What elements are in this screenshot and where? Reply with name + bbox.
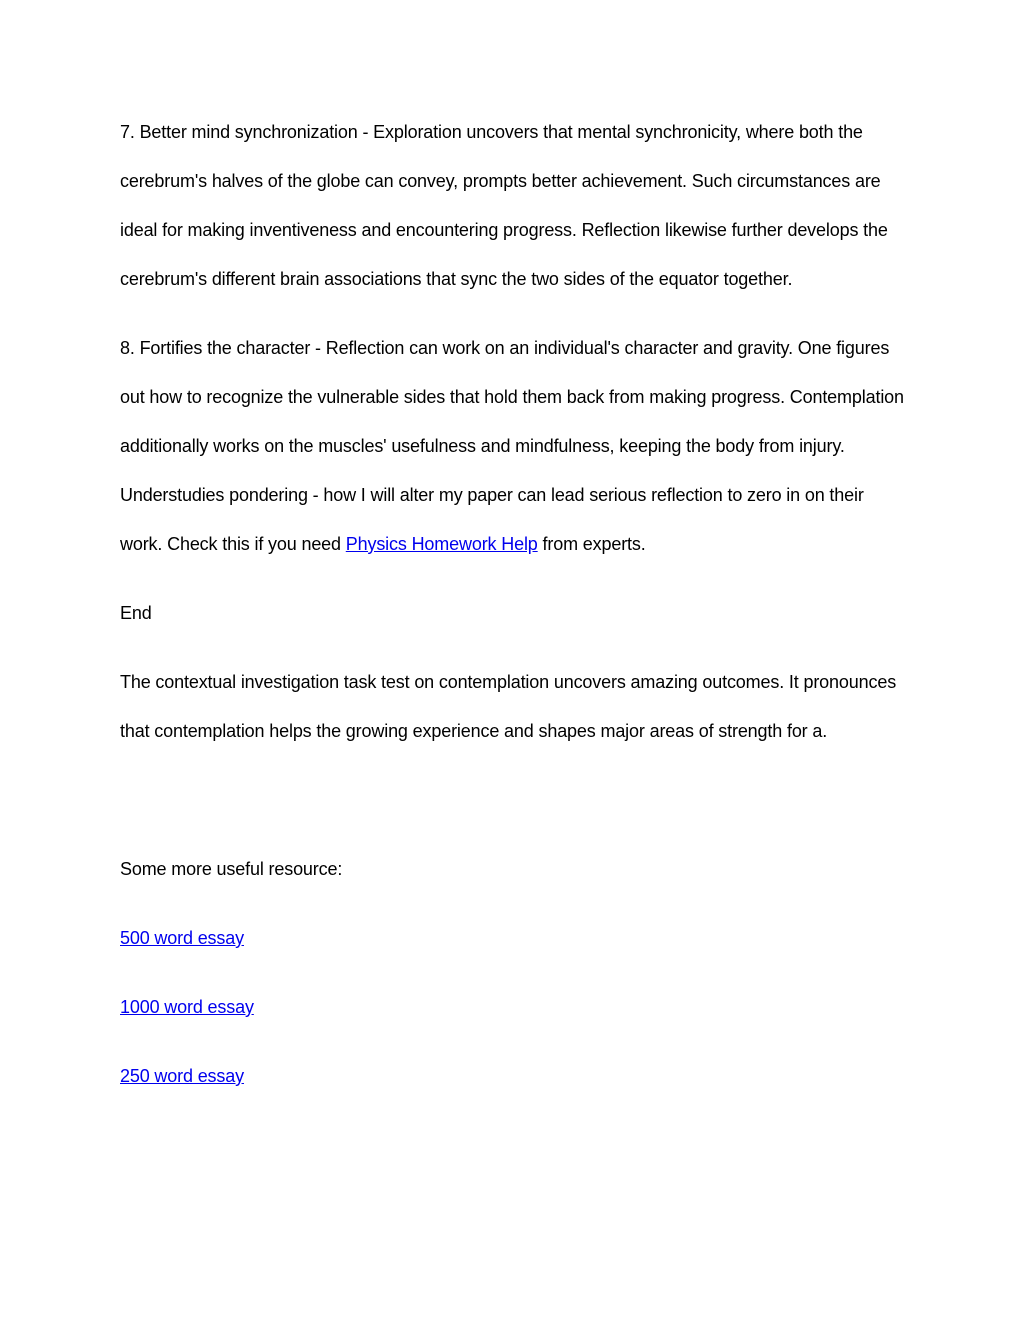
section-spacer: [120, 776, 906, 845]
500-word-essay-link[interactable]: 500 word essay: [120, 928, 244, 948]
resource-link-item: [120, 1052, 906, 1101]
paragraph-fortifies-character: [120, 324, 906, 569]
document-body: [120, 108, 906, 1121]
paragraph-conclusion: The contextual investigation task test on contemplation uncovers amazing outcomes. It pronounces that contemplation helps the growing experience and shapes major areas of strength for a.: [120, 672, 897, 741]
paragraph-8-text-end: from experts.: [537, 534, 646, 554]
resources-intro: Some more useful resource:: [120, 859, 343, 879]
paragraph-better-mind-synchronization: 7. Better mind synchronization - Exploration uncovers that mental synchronicity, where both the cerebrum's halves of the globe can convey, prompts better achievement. Such circumstances are ideal for making inventiveness and encountering progress. Reflection likewise further develops the cerebrum's different brain associations that sync the two sides of the equator together.: [120, 122, 888, 289]
250-word-essay-link[interactable]: 250 word essay: [120, 1066, 244, 1086]
paragraph-8-text: 8. Fortifies the character - Reflection can work on an individual's character and gravity. One figures out how to recognize the vulnerable sides that hold them back from making progress. Contemplation additionally works on the muscles' usefulness and mindfulness, keeping the body from injury. Understudies pondering - how I will alter my paper can lead serious reflection to zero in on their work. Check this if you need: [120, 338, 904, 554]
resource-link-item: [120, 914, 906, 963]
physics-homework-help-link[interactable]: Physics Homework Help: [345, 534, 538, 554]
1000-word-essay-link[interactable]: 1000 word essay: [120, 997, 254, 1017]
end-heading: End: [120, 603, 152, 623]
resource-link-item: [120, 983, 906, 1032]
